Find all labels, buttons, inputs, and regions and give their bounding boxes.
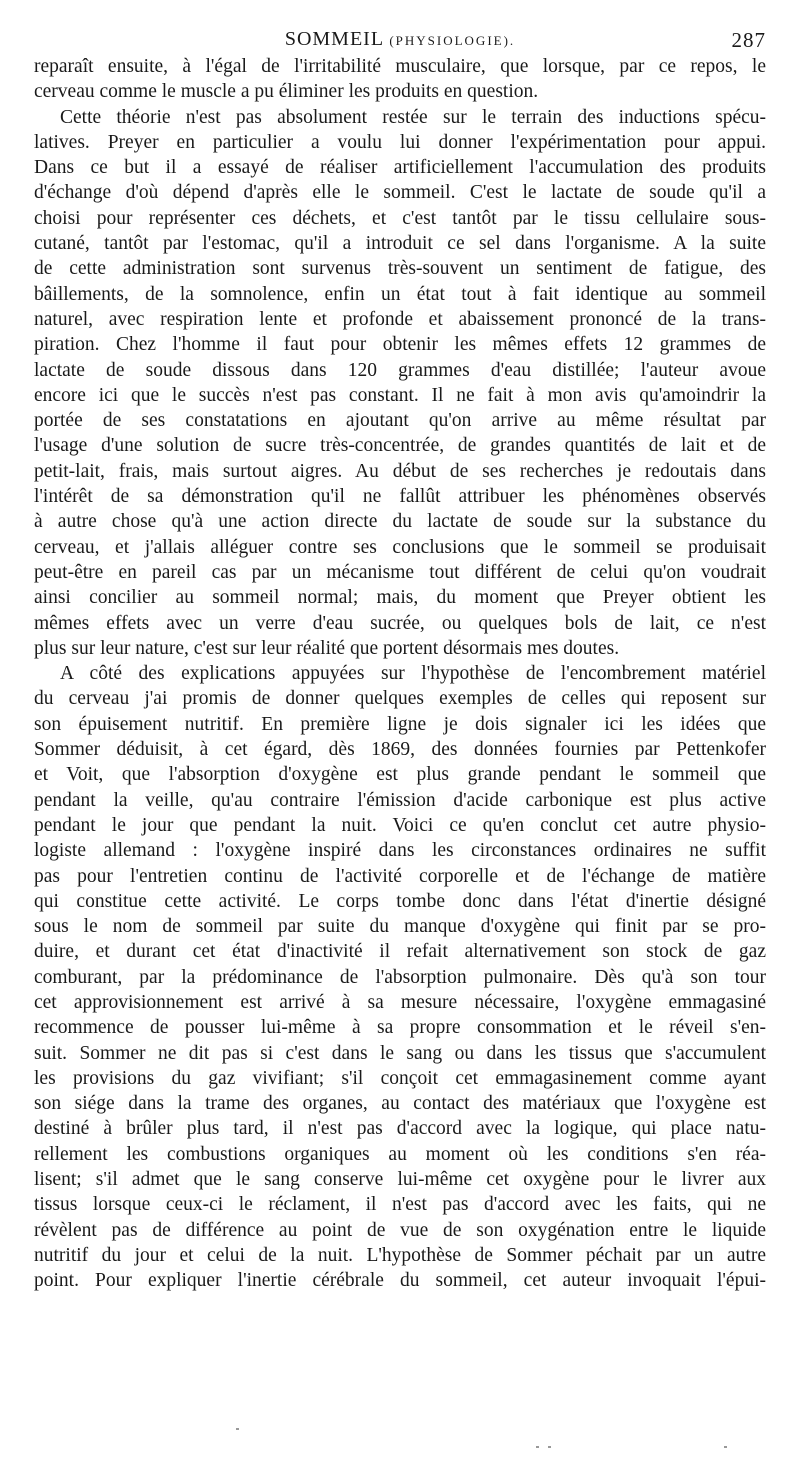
text-line: cerveau comme le muscle a pu éliminer les produits en question. [34,81,539,103]
text-line: destiné à brûler plus tard, il n'est pas d'accord avec la logique, qui place natu- [34,1118,766,1140]
text-line: cutané, tantôt par l'estomac, qu'il a introduit ce sel dans l'organisme. A la suite [34,233,766,255]
page-number: 287 [731,28,766,52]
text-line: l'intérêt de sa démonstration qu'il ne fallût attribuer les phénomènes observés [34,486,766,508]
text-line: du cerveau j'ai promis de donner quelques exemples de celles qui reposent sur [34,688,766,710]
text-line: son siége dans la trame des organes, au contact des matériaux que l'oxygène est [34,1093,766,1115]
text-line: point. Pour expliquer l'inertie cérébrale du sommeil, cet auteur invoquait l'épui- [34,1270,766,1292]
text-line: tissus lorsque ceux-ci le réclament, il n'est pas d'accord avec les faits, qui ne [34,1194,766,1216]
text-line: et Voit, que l'absorption d'oxygène est plus grande pendant le sommeil que [34,764,766,786]
text-line: reparaît ensuite, à l'égal de l'irritabilité musculaire, que lorsque, par ce repos, le [34,56,766,77]
body-text [34,54,766,1294]
text-line: pendant la veille, qu'au contraire l'émission d'acide carbonique est plus active [34,789,766,811]
running-title [34,28,766,51]
text-line: cet approvisionnement est arrivé à sa mesure nécessaire, l'oxygène emmagasiné [34,991,766,1013]
text-line: peut-être en pareil cas par un mécanisme tout différent de celui qu'on voudrait [34,561,766,583]
text-line: A côté des explications appuyées sur l'hypothèse de l'encombrement matériel [60,663,766,685]
text-line: pendant le jour que pendant la nuit. Voici ce qu'en conclut cet autre physio- [34,814,766,836]
text-line: de cette administration sont survenus très-souvent un sentiment de fatigue, des [34,258,766,280]
text-line: pas pour l'entretien continu de l'activité corporelle et de l'échange de matière [34,865,766,887]
running-title-main: SOMMEIL [284,28,384,50]
text-line: choisi pour représenter ces déchets, et c'est tantôt par le tissu cellulaire sous- [34,207,766,229]
text-line: cerveau, et j'allais alléguer contre ses conclusions que le sommeil se produisait [34,536,766,558]
text-line: lisent; s'il admet que le sang conserve lui-même cet oxygène pour le livrer aux [34,1169,766,1191]
text-line: encore ici que le succès n'est pas constant. Il ne fait à mon avis qu'amoindrir la [34,384,766,406]
book-page [34,22,766,1294]
running-title-subject: (PHYSIOLOGIE). [389,33,516,48]
text-line: ainsi concilier au sommeil normal; mais, du moment que Preyer obtient les [34,587,766,609]
text-line: comburant, par la prédominance de l'absorption pulmonaire. Dès qu'à son tour [34,966,766,988]
text-line: portée de ses constatations en ajoutant qu'on arrive au même résultat par [34,410,766,432]
text-line: les provisions du gaz vivifiant; s'il conçoit cet emmagasinement comme ayant [34,1067,766,1089]
text-line: à autre chose qu'à une action directe du lactate de soude sur la substance du [34,511,766,533]
text-line: logiste allemand : l'oxygène inspiré dans les circonstances ordinaires ne suffit [34,840,766,862]
text-line: révèlent pas de différence au point de vue de son oxygénation entre le liquide [34,1219,766,1241]
text-line: rellement les combustions organiques au moment où les conditions s'en réa- [34,1143,766,1165]
scan-specks [0,1428,800,1448]
text-line: lactate de soude dissous dans 120 grammes d'eau distillée; l'auteur avoue [34,359,766,381]
text-line: qui constitue cette activité. Le corps tombe donc dans l'état d'inertie désigné [34,890,766,912]
text-line: piration. Chez l'homme il faut pour obtenir les mêmes effets 12 grammes de [34,334,766,356]
text-line: plus sur leur nature, c'est sur leur réalité que portent désormais mes doutes. [34,637,620,659]
text-line: son épuisement nutritif. En première ligne je dois signaler ici les idées que [34,713,766,735]
text-line: suit. Sommer ne dit pas si c'est dans le sang ou dans les tissus que s'accumulent [34,1042,766,1064]
text-line: latives. Preyer en particulier a voulu lui donner l'expérimentation pour appui. [34,131,766,153]
text-line: duire, et durant cet état d'inactivité il refait alternativement son stock de gaz [34,941,766,963]
text-line: Cette théorie n'est pas absolument restée sur le terrain des inductions spécu- [60,106,766,128]
text-line: sous le nom de sommeil par suite du manque d'oxygène qui finit par se pro- [34,916,766,938]
text-line: Sommer déduisit, à cet égard, dès 1869, des données fournies par Pettenkofer [34,739,766,761]
text-line: petit-lait, frais, mais surtout aigres. Au début de ses recherches je redoutais dans [34,460,766,482]
text-line: bâillements, de la somnolence, enfin un état tout à fait identique au sommeil [34,283,766,305]
text-line: nutritif du jour et celui de la nuit. L'hypothèse de Sommer péchait par un autre [34,1244,766,1266]
text-line: l'usage d'une solution de sucre très-concentrée, de grandes quantités de lait et de [34,435,766,457]
text-line: mêmes effets avec un verre d'eau sucrée, ou quelques bols de lait, ce n'est [34,612,766,634]
text-line: naturel, avec respiration lente et profonde et abaissement prononcé de la trans- [34,308,766,330]
running-head [34,22,766,52]
text-line: recommence de pousser lui-même à sa propre consommation et le réveil s'en- [34,1017,766,1039]
text-line: d'échange d'où dépend d'après elle le sommeil. C'est le lactate de soude qu'il a [34,182,766,204]
text-line: Dans ce but il a essayé de réaliser artificiellement l'accumulation des produits [34,157,766,179]
